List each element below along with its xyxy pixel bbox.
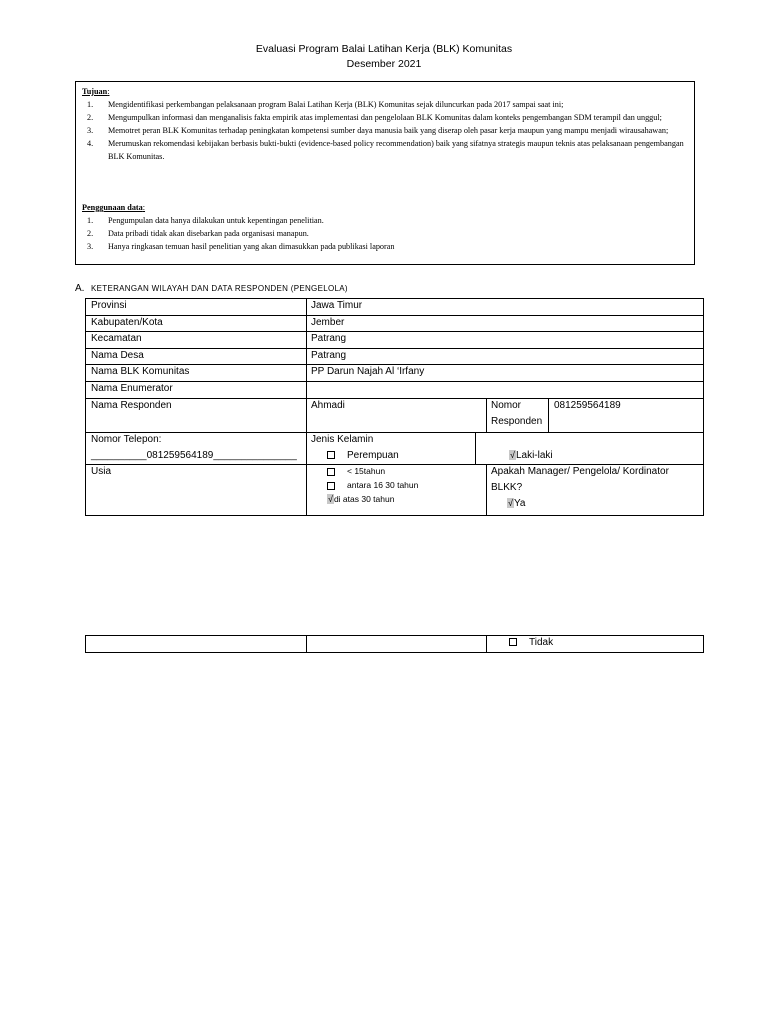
provinsi-label: Provinsi [91,300,127,311]
usia-option-label: < 15tahun [347,466,386,476]
manager-question: Apakah Manager/ Pengelola/ Kordinator [491,466,669,477]
provinsi-value[interactable]: Jawa Timur [311,300,363,311]
date-line: Desember 2021 [346,58,422,70]
usia-label: Usia [91,466,112,477]
tujuan-list [82,98,688,163]
telepon-label: Nomor Telepon: [91,434,162,445]
list-item: 4. Merumuskan rekomendasi kebijakan berbasis bukti-bukti (evidence-based policy recommendation) baik yang sifatnya strategis maupun teknis atas pelaksanaan pengembangan BLK Komunitas. [87,139,684,161]
section-a-heading [75,283,348,294]
list-item: 3. Memotret peran BLK Komunitas terhadap peningkatan kompetensi sumber daya manusia baik yang diserap oleh pasar kerja maupun yang mampu menjadi wirausahawan; [87,126,669,135]
blk-label: Nama BLK Komunitas [91,366,190,377]
tidak-label: Tidak [529,637,554,648]
nomor-responden-value[interactable]: 081259564189 [554,400,621,411]
nomor-responden-label: Nomor [491,400,522,411]
blk-value[interactable]: PP Darun Najah Al ‘Irfany [311,366,425,377]
kecamatan-value[interactable]: Patrang [311,333,347,344]
responden-value[interactable]: Ahmadi [311,400,345,411]
tujuan-heading: Tujuan: [82,87,110,96]
ya-option[interactable] [507,498,525,509]
checkbox-icon[interactable] [327,468,335,476]
perempuan-option[interactable] [327,450,399,461]
responden-label: Nama Responden [91,400,172,411]
purpose-box [75,81,695,265]
check-mark-icon[interactable]: √ [510,450,515,460]
ya-label: Ya [513,498,526,509]
check-mark-icon[interactable]: √ [508,498,513,508]
tidak-option[interactable] [509,637,553,648]
desa-label: Nama Desa [91,350,144,361]
list-item: 3. Hanya ringkasan temuan hasil penelitian yang akan dimasukkan pada publikasi laporan [87,242,395,251]
desa-value[interactable]: Patrang [311,350,347,361]
kabupaten-value[interactable]: Jember [311,317,345,328]
list-item: 2. Mengumpulkan informasi dan menganalisis fakta empirik atas implementasi dan pengelolaan BLK Komunitas dalam konteks pengembangan SDM terampil dan unggul; [87,113,662,122]
check-mark-icon[interactable]: √ [328,494,333,504]
nomor-responden-label: Responden [491,416,543,427]
checkbox-icon[interactable] [327,451,335,459]
laki-option[interactable] [509,450,553,461]
title-line: Evaluasi Program Balai Latihan Kerja (BLK) Komunitas [255,43,513,55]
perempuan-label: Perempuan [347,450,399,461]
checkbox-icon[interactable] [509,638,517,646]
usia-option-3[interactable] [327,494,394,504]
usia-option-1[interactable] [327,466,385,476]
section-title: KETERANGAN WILAYAH DAN DATA RESPONDEN (PENGELOLA) [91,284,348,293]
laki-label: Laki-laki [515,450,553,461]
usia-option-label: antara 16 30 tahun [347,480,419,490]
penggunaan-heading: Penggunaan data: [82,203,146,212]
checkbox-icon[interactable] [327,482,335,490]
kabupaten-label: Kabupaten/Kota [91,317,163,328]
telepon-value[interactable]: __________081259564189_______________ [91,450,297,461]
penggunaan-list [82,214,688,253]
enumerator-label: Nama Enumerator [91,383,173,394]
list-item: 1. Mengidentifikasi perkembangan pelaksanaan program Balai Latihan Kerja (BLK) Komunitas sejak diluncurkan pada 2017 sampai saat ini; [87,100,564,109]
jenis-kelamin-label: Jenis Kelamin [311,434,374,445]
kecamatan-label: Kecamatan [91,333,142,344]
list-item: 1. Pengumpulan data hanya dilakukan untuk kepentingan penelitian. [87,216,324,225]
section-letter: A. [75,283,85,294]
list-item: 2. Data pribadi tidak akan disebarkan pada organisasi manapun. [87,229,309,238]
manager-question-cont: BLKK? [491,482,523,493]
usia-option-label: di atas 30 tahun [333,494,395,504]
usia-option-2[interactable] [327,480,418,490]
